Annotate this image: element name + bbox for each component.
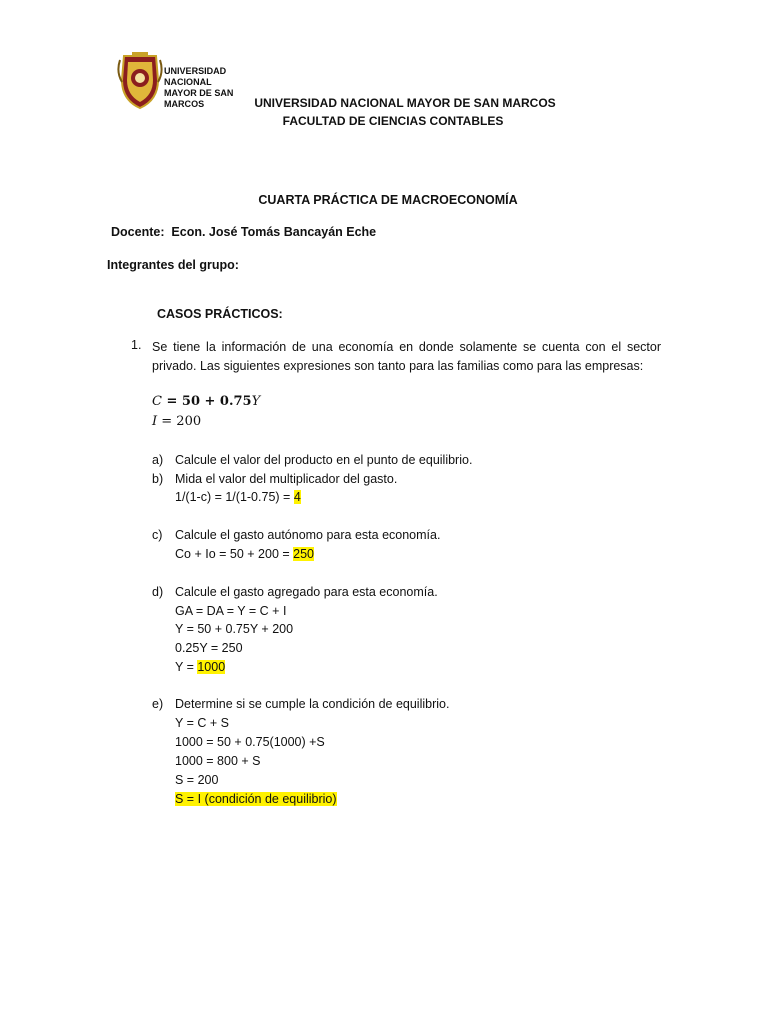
item-d-letter: d) bbox=[152, 585, 164, 599]
document-title: CUARTA PRÁCTICA DE MACROECONOMÍA bbox=[258, 193, 518, 207]
equation-consumption bbox=[152, 394, 260, 409]
item-d-line-4-prefix: Y = bbox=[175, 660, 198, 674]
cases-heading: CASOS PRÁCTICOS: bbox=[157, 307, 283, 321]
equation-c-rhs: = 50 + 0.75 bbox=[161, 394, 252, 409]
item-b-text: Mida el valor del multiplicador del gasto. bbox=[175, 472, 398, 486]
faculty-name: FACULTAD DE CIENCIAS CONTABLES bbox=[282, 114, 504, 128]
item-c-text: Calcule el gasto autónomo para esta economía. bbox=[175, 528, 441, 542]
item-c-calc bbox=[175, 547, 314, 561]
item-d-line-4 bbox=[175, 660, 225, 674]
equation-i-var: I bbox=[152, 414, 158, 429]
item-e-line-3: 1000 = 800 + S bbox=[175, 754, 261, 768]
item-d-answer: 1000 bbox=[197, 660, 226, 674]
item-c-calc-text: Co + Io = 50 + 200 = bbox=[175, 547, 294, 561]
item-e-text: Determine si se cumple la condición de equilibrio. bbox=[175, 697, 450, 711]
item-e-line-1: Y = C + S bbox=[175, 716, 229, 730]
teacher-line: Docente: Econ. José Tomás Bancayán Eche bbox=[111, 225, 377, 239]
item-b-letter: b) bbox=[152, 472, 164, 486]
item-b-calc-text: 1/(1-c) = 1/(1-0.75) = bbox=[175, 490, 294, 504]
equation-i-rhs: = 200 bbox=[157, 414, 202, 429]
equation-c-var: C bbox=[152, 394, 162, 409]
equation-y-var: Y bbox=[251, 394, 261, 409]
item-e-line-2: 1000 = 50 + 0.75(1000) +S bbox=[175, 735, 325, 749]
item-e-letter: e) bbox=[152, 697, 164, 711]
item-d-line-2: Y = 50 + 0.75Y + 200 bbox=[175, 622, 294, 636]
logo-line-1: UNIVERSIDAD NACIONAL bbox=[164, 66, 227, 88]
university-name: UNIVERSIDAD NACIONAL MAYOR DE SAN MARCOS bbox=[254, 96, 556, 110]
item-d-line-1: GA = DA = Y = C + I bbox=[175, 604, 287, 618]
group-members-label: Integrantes del grupo: bbox=[107, 258, 239, 272]
item-e-conclusion: S = I (condición de equilibrio) bbox=[175, 792, 337, 806]
item-a-letter: a) bbox=[152, 453, 164, 467]
item-e-line-4: S = 200 bbox=[175, 773, 219, 787]
item-c-letter: c) bbox=[152, 528, 163, 542]
item-c-answer: 250 bbox=[293, 547, 315, 561]
item-d-line-3: 0.25Y = 250 bbox=[175, 641, 243, 655]
item-b-answer: 4 bbox=[293, 490, 301, 504]
problem-number: 1. bbox=[131, 338, 142, 352]
item-d-text: Calcule el gasto agregado para esta economía. bbox=[175, 585, 438, 599]
item-a-text: Calcule el valor del producto en el punto de equilibrio. bbox=[175, 453, 473, 467]
item-b-calc bbox=[175, 490, 301, 504]
item-e-conclusion-wrap bbox=[175, 792, 337, 806]
logo-line-2: MAYOR DE SAN MARCOS bbox=[164, 88, 234, 110]
equation-investment bbox=[152, 414, 201, 429]
problem-statement: Se tiene la información de una economía en donde solamente se cuenta con el sector privado. Las siguientes expresiones son tanto para las familias como para las empresas: bbox=[152, 340, 661, 373]
